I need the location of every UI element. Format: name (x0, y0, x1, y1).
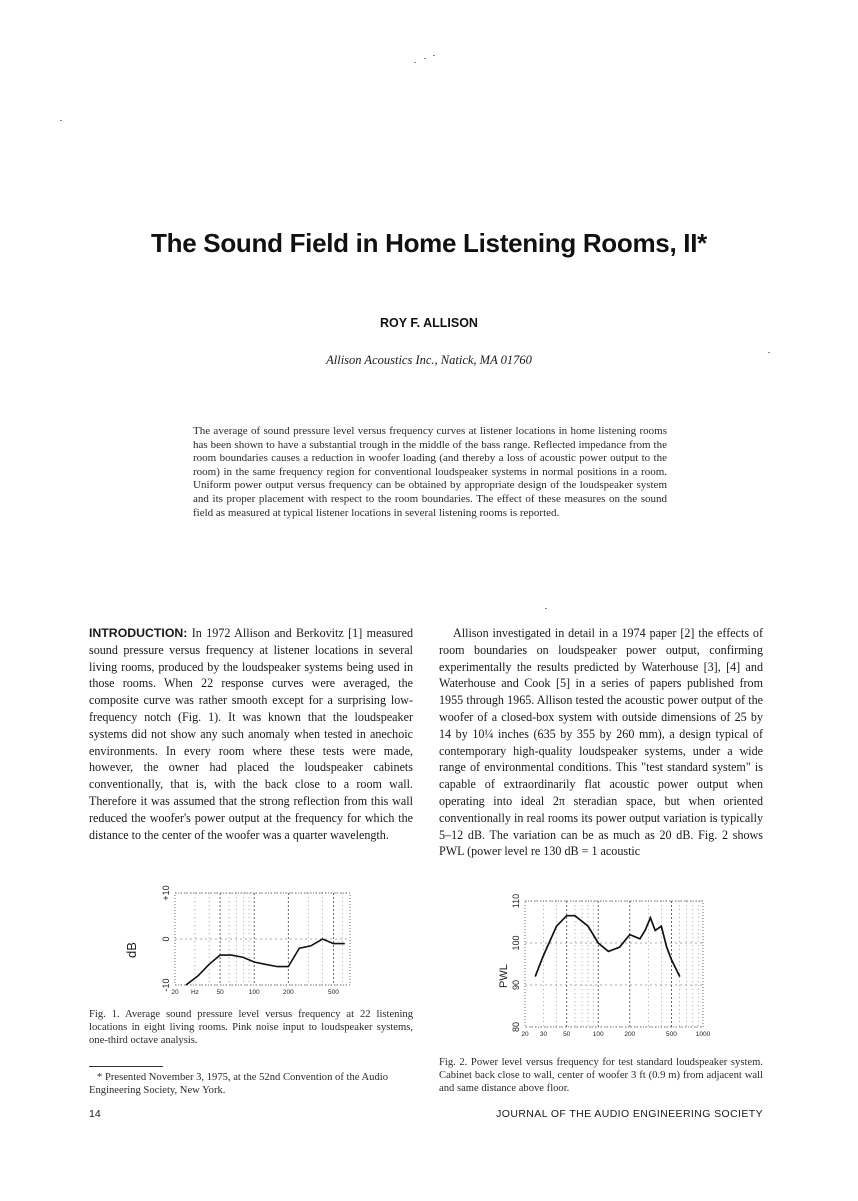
x-tick-label: 200 (624, 1031, 636, 1038)
figure-2-series-line (535, 916, 680, 977)
print-speck (414, 62, 416, 63)
y-tick-label: 100 (511, 935, 521, 951)
intro-paragraph: In 1972 Allison and Berkovitz [1] measured sound pressure versus frequency at listener locations in several living rooms, produced by the loudspeaker systems being used in those rooms. When 22 response curves were averaged, the composite curve was rather smooth except for a surprising low-frequency notch (Fig. 1). It was known that the loudspeaker systems did not show any such anomaly when tested in anechoic environments. In every room where these tests were made, however, the owner had placed the loudspeaker cabinets conventionally, that is, with the back close to a room wall. Therefore it was assumed that the strong reflection from this wall reduced the woofer's power output at the frequency for which the distance to the center of the woofer was a quarter wavelength. (89, 626, 413, 842)
print-speck (424, 58, 426, 59)
figure-2-grid (525, 901, 703, 1027)
print-speck (545, 608, 547, 609)
right-column-paragraph: Allison investigated in detail in a 1974 paper [2] the effects of room boundaries on loudspeaker power output, confirming experimentally the results predicted by Waterhouse [3], [4] and Waterhouse and Cook [5] in a series of papers published from 1955 through 1965. Allison tested the acoustic power output of the woofer of a closed-box system with outside dimensions of 25 by 14 by 10¼ inches (635 by 355 by 260 mm), a design typical of contemporary high-quality loudspeaker systems, under a wide range of environmental conditions. This "test standard system" is capable of extraordinarily flat acoustic power output when operating into ideal 2π steradian space, but when oriented conventionally in real rooms its power output variation is typically 5–12 dB. The variation can be as much as 20 dB. Fig. 2 shows PWL (power level re 130 dB = 1 acoustic (439, 626, 763, 859)
y-tick-label: +10 (161, 885, 171, 901)
figure-1-caption: Fig. 1. Average sound pressure level versus frequency at 22 listening locations in eight living rooms. Pink noise input to loudspeaker systems, one-third octave analysis. (89, 1009, 413, 1046)
y-tick-label: 0 (161, 936, 171, 942)
figure-1-ylabel: dB (124, 942, 139, 958)
abstract: The average of sound pressure level versus frequency curves at listener locations in home listening rooms has been shown to have a substantial trough in the middle of the bass range. Reflected impedance from the room boundaries causes a reduction in woofer loading (and thereby a loss of acoustic power output to the room) in the same frequency region for conventional loudspeaker systems in normal positions in a room. Uniform power output versus frequency can be obtained by appropriate design of the loudspeaker system and its proper placement with respect to the room boundaries. The effect of these measures on the sound field as measured at typical listener locations in several listening rooms is reported. (193, 425, 667, 519)
page-number: 14 (89, 1108, 101, 1120)
x-tick-label: Hz (190, 989, 199, 996)
figure-2-chart (495, 893, 725, 1038)
figure-2-ylabel: PWL (498, 964, 510, 988)
print-speck (433, 55, 435, 56)
y-tick-label: -10 (161, 978, 171, 992)
y-tick-label: 80 (511, 1021, 521, 1033)
figure-1-series-line (186, 939, 345, 985)
body-column-left (89, 625, 413, 843)
x-tick-label: 500 (328, 989, 339, 996)
x-tick-label: 50 (563, 1031, 571, 1038)
footnote: * Presented November 3, 1975, at the 52nd Convention of the Audio Engineering Society, New York. (89, 1072, 388, 1096)
x-tick-label: 30 (539, 1031, 548, 1038)
footnote-rule (89, 1066, 163, 1067)
x-tick-label: 50 (216, 989, 224, 996)
x-tick-label: 100 (592, 1031, 604, 1038)
article-title: The Sound Field in Home Listening Rooms, II* (151, 228, 707, 258)
x-tick-label: 1000 (695, 1031, 711, 1038)
figure-1-ticks (161, 885, 339, 996)
body-column-right (439, 625, 763, 860)
figure-2-ticks (511, 894, 711, 1038)
x-tick-label: 100 (248, 989, 260, 996)
figure-1-chart (120, 885, 400, 1000)
x-tick-label: 200 (282, 989, 294, 996)
print-speck (60, 120, 62, 121)
y-tick-label: 90 (511, 979, 521, 991)
author-affiliation: Allison Acoustics Inc., Natick, MA 01760 (326, 353, 532, 367)
author-name: ROY F. ALLISON (380, 316, 478, 330)
figure-2-caption: Fig. 2. Power level versus frequency for test standard loudspeaker system. Cabinet back close to wall, center of woofer 3 ft (0.9 m) from adjacent wall and same distance above floor. (439, 1057, 763, 1094)
chart-frame (525, 901, 703, 1027)
intro-heading: INTRODUCTION: (89, 626, 188, 640)
x-tick-label: 500 (666, 1031, 677, 1038)
journal-name: JOURNAL OF THE AUDIO ENGINEERING SOCIETY (496, 1108, 763, 1120)
y-tick-label: 110 (511, 893, 521, 909)
x-tick-label: 20 (171, 989, 179, 996)
x-tick-label: 20 (521, 1031, 529, 1038)
